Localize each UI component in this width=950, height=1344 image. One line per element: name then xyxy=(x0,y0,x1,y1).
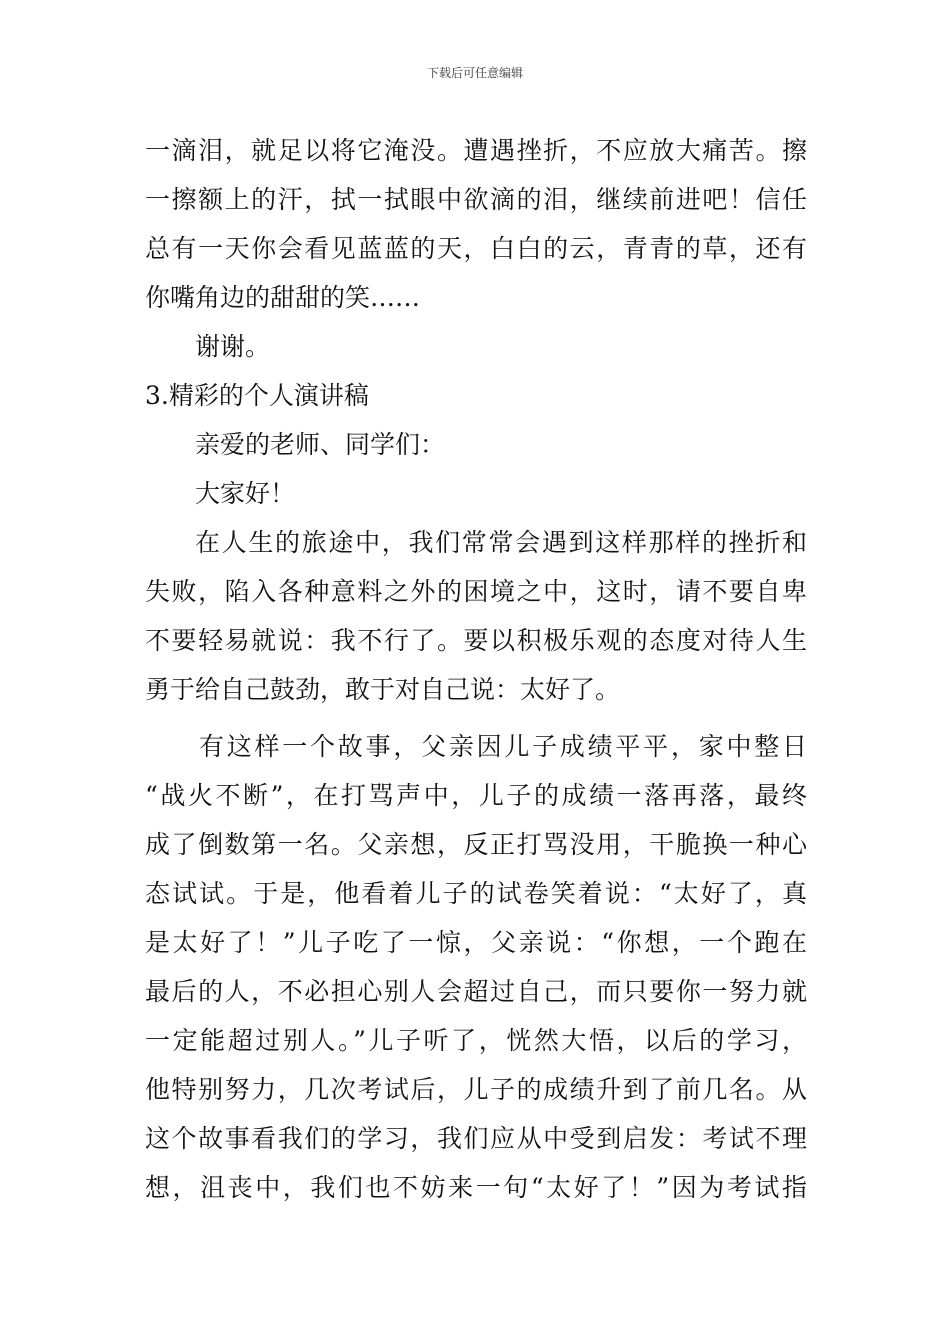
text-line: 一擦额上的汗，拭一拭眼中欲滴的泪，继续前进吧！信任 xyxy=(145,185,807,214)
text-line: 在人生的旅途中，我们常常会遇到这样那样的挫折和 xyxy=(195,528,807,557)
page-header: 下载后可任意编辑 xyxy=(426,66,523,80)
text-line: 3.精彩的个人演讲稿 xyxy=(145,381,369,410)
text-line: 有这样一个故事，父亲因儿子成绩平平，家中整日 xyxy=(199,732,807,761)
paragraph-gap xyxy=(145,714,807,722)
text-line: 总有一天你会看见蓝蓝的天，白白的云，青青的草，还有 xyxy=(145,234,807,263)
text-line: 一定能超过别人。”儿子听了，恍然大悟，以后的学习， xyxy=(145,1026,807,1055)
text-line: 想，沮丧中，我们也不妨来一句“太好了！”因为考试指 xyxy=(145,1173,807,1202)
text-line: 态试试。于是，他看着儿子的试卷笑着说：“太好了，真 xyxy=(145,879,807,908)
text-line: 他特别努力，几次考试后，儿子的成绩升到了前几名。从 xyxy=(145,1075,807,1104)
text-line: 勇于给自己鼓劲，敢于对自己说：太好了。 xyxy=(145,675,621,704)
text-line: 这个故事看我们的学习，我们应从中受到启发：考试不理 xyxy=(145,1124,807,1153)
text-line: 失败，陷入各种意料之外的困境之中，这时，请不要自卑 xyxy=(145,577,807,606)
text-line: 成了倒数第一名。父亲想，反正打骂没用，干脆换一种心 xyxy=(145,830,807,859)
text-line: 是太好了！”儿子吃了一惊，父亲说：“你想，一个跑在 xyxy=(145,928,807,957)
text-line: 谢谢。 xyxy=(195,332,271,361)
text-line: 一滴泪，就足以将它淹没。遭遇挫折，不应放大痛苦。擦 xyxy=(145,136,807,165)
text-line: 亲爱的老师、同学们： xyxy=(195,430,446,459)
text-line: 不要轻易就说：我不行了。要以积极乐观的态度对待人生 xyxy=(145,626,807,655)
document-body xyxy=(145,126,807,1212)
text-line: “战火不断”，在打骂声中，儿子的成绩一落再落，最终 xyxy=(145,781,807,810)
text-line: 大家好！ xyxy=(195,479,296,508)
text-line: 你嘴角边的甜甜的笑…… xyxy=(145,283,421,312)
text-line: 最后的人，不必担心别人会超过自己，而只要你一努力就 xyxy=(145,977,807,1006)
